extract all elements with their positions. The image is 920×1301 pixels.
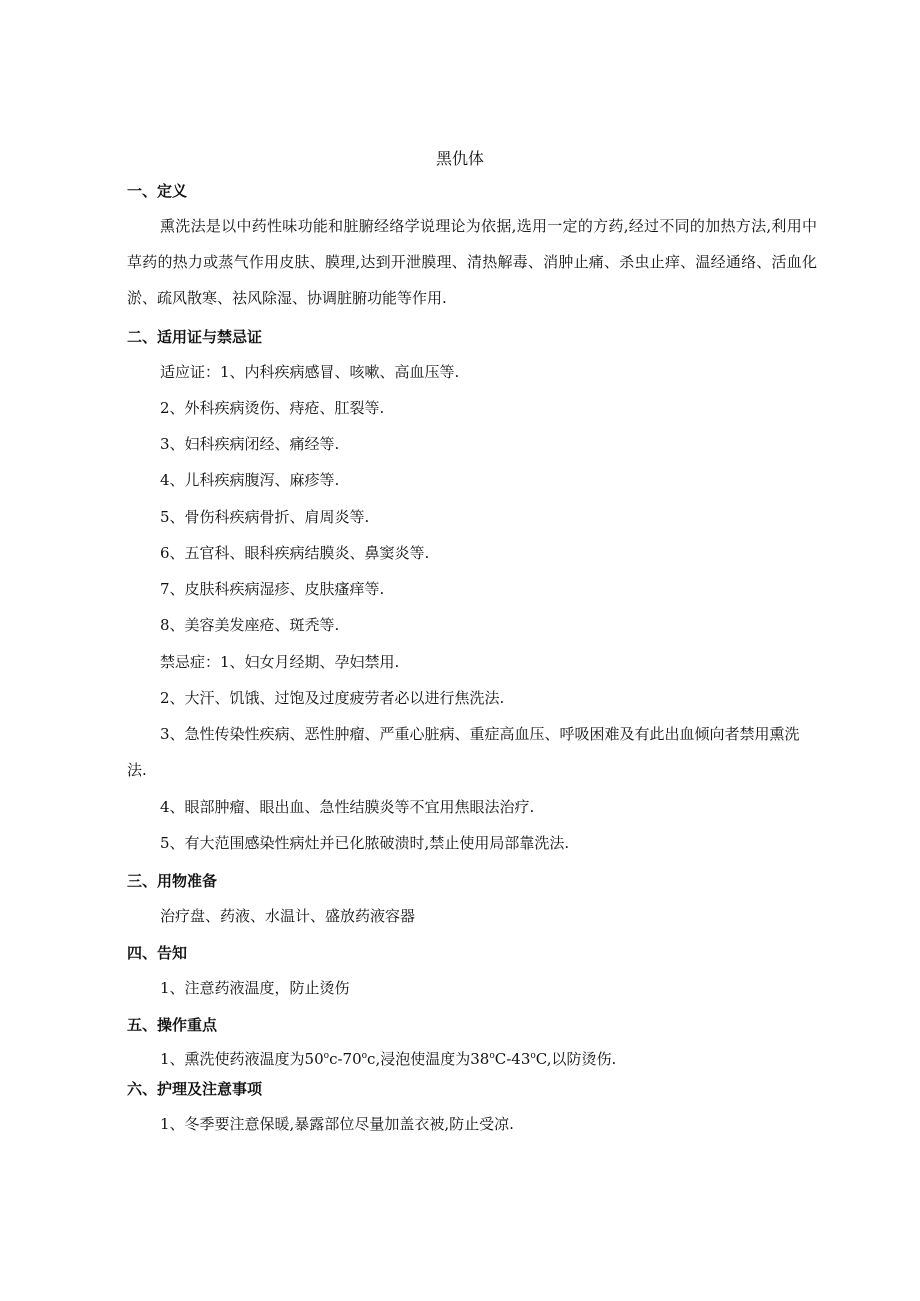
indication-item: 8、美容美发座疮、斑秃等. <box>160 616 340 634</box>
contraindication-item: 4、眼部肿瘤、眼出血、急性结膜炎等不宜用焦眼法治疗. <box>160 798 535 816</box>
indication-item: 2、外科疾病烫伤、痔疮、肛裂等. <box>160 399 385 417</box>
indication-item: 6、五官科、眼科疾病结膜炎、鼻窦炎等. <box>160 544 430 562</box>
document-title: 黑仇体 <box>435 149 484 168</box>
section-heading-notice: 四、告知 <box>127 944 188 962</box>
indication-item: 4、儿科疾病腹泻、麻疹等. <box>160 471 340 489</box>
indication-item: 7、皮肤科疾病湿疹、皮肤瘙痒等. <box>160 580 385 598</box>
contraindication-item: 3、急性传染性疾病、恶性肿瘤、严重心脏病、重症高血压、呼吸困难及有此出血倾向者禁用熏洗法. <box>127 725 800 779</box>
section-heading-operation: 五、操作重点 <box>127 1016 218 1034</box>
section-heading-care: 六、护理及注意事项 <box>127 1080 263 1098</box>
section-heading-indications: 二、适用证与禁忌证 <box>127 328 263 346</box>
section-heading-definition: 一、定义 <box>127 182 188 200</box>
definition-paragraph: 熏洗法是以中药性味功能和脏腑经络学说理论为依据,选用一定的方药,经过不同的加热方法,利用中草药的热力或蒸气作用皮肤、膜理,达到开泄膜理、清热解毒、消肿止痛、杀虫止痒、温经通络、活血化淤、疏风散寒、祛风除湿、协调脏腑功能等作用. <box>127 217 817 307</box>
contraindication-item: 禁忌症：1、妇女月经期、孕妇禁用. <box>160 653 400 671</box>
indication-item: 适应证：1、内科疾病感冒、咳嗽、高血压等. <box>160 363 460 381</box>
contraindication-item: 2、大汗、饥饿、过饱及过度疲劳者必以进行焦洗法. <box>160 689 505 707</box>
contraindication-item: 5、有大范围感染性病灶并已化脓破溃时,禁止使用局部靠洗法. <box>160 834 570 852</box>
operation-text: 1、熏洗使药液温度为50$^o$c-70$^o$c,浸泡使温度为38$^o$C-43$^o$C,以防烫伤. <box>160 1050 617 1068</box>
indication-item: 3、妇科疾病闭经、痛经等. <box>160 435 340 453</box>
section-heading-supplies: 三、用物准备 <box>127 872 218 890</box>
indication-item: 5、骨伤科疾病骨折、肩周炎等. <box>160 508 370 526</box>
care-text: 1、冬季要注意保暖,暴露部位尽量加盖衣被,防止受凉. <box>160 1115 514 1133</box>
notice-text: 1、注意药液温度，防止烫伤 <box>160 979 350 997</box>
supplies-text: 治疗盘、药液、水温计、盛放药液容器 <box>160 907 416 925</box>
